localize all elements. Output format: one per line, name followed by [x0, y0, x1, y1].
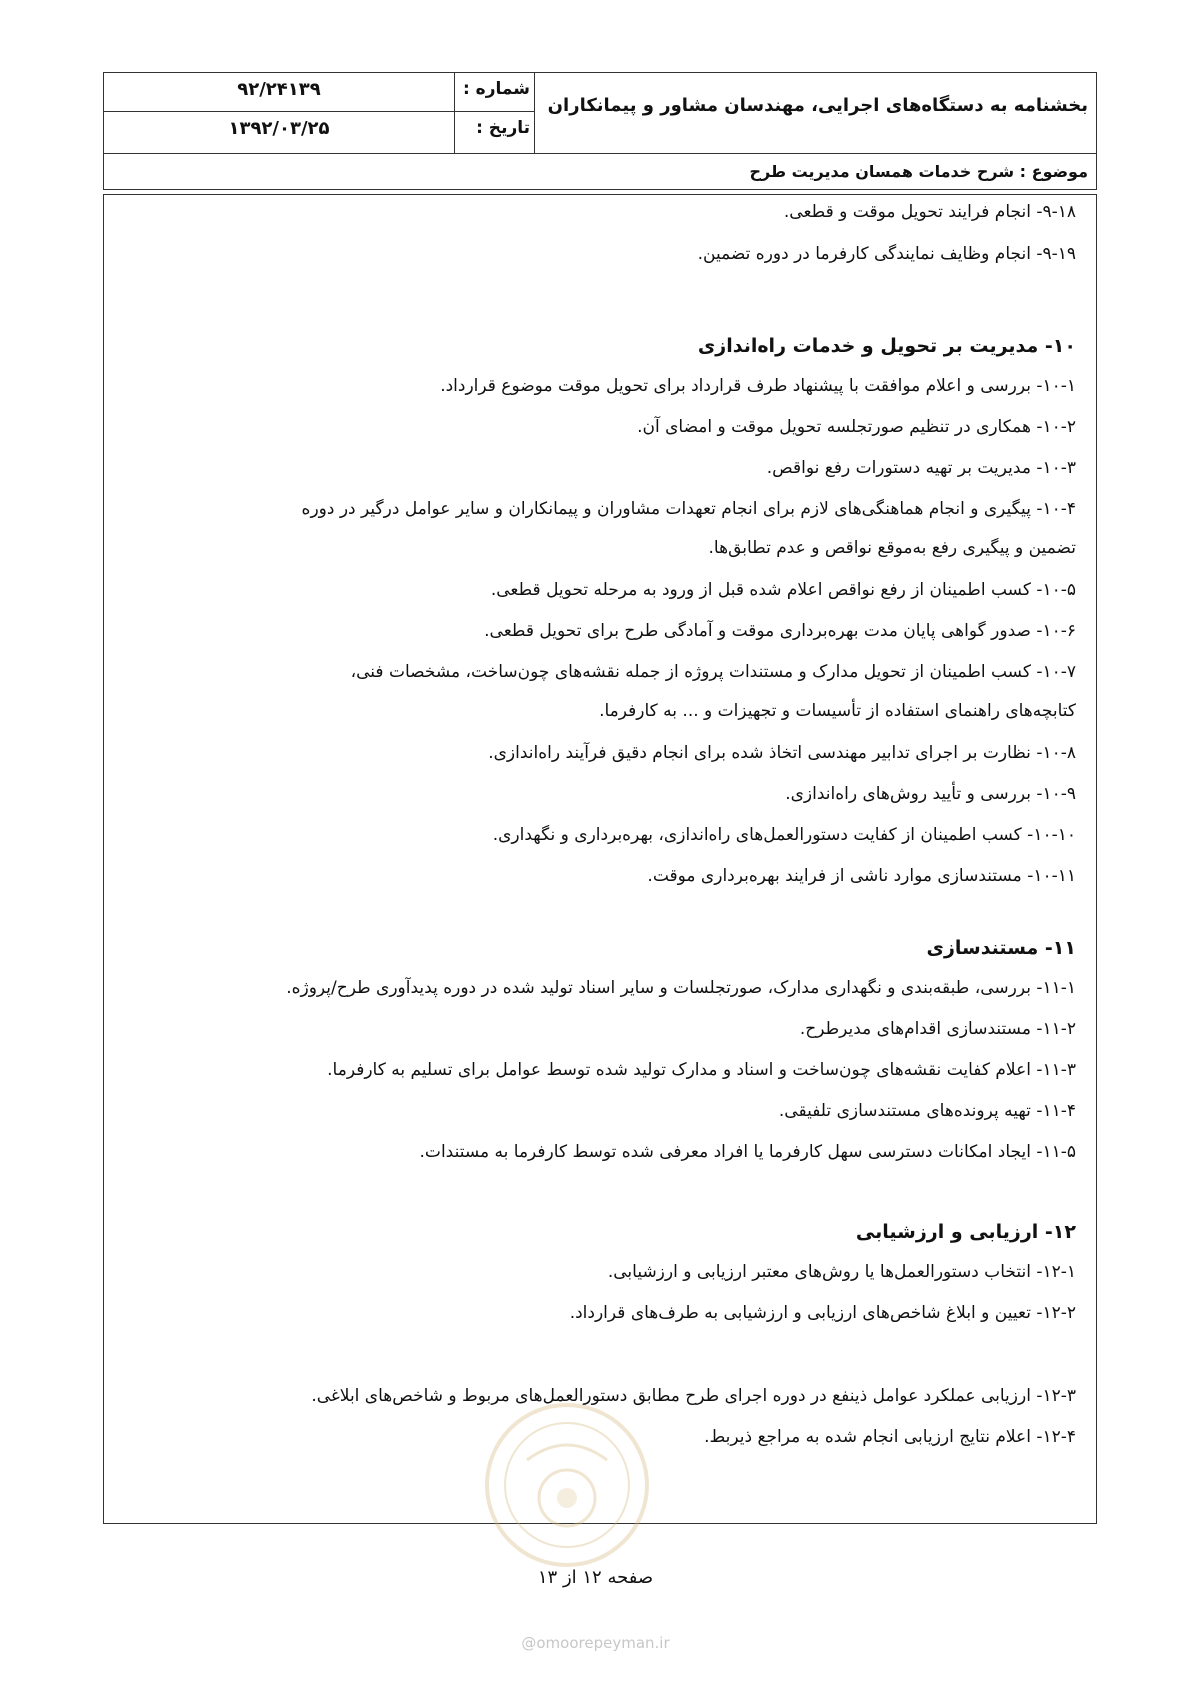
- list-item: ۱۰-۳- مدیریت بر تهیه دستورات رفع نواقص.: [766, 458, 1076, 478]
- list-item: ۱۲-۱- انتخاب دستورالعمل‌ها یا روش‌های معتبر ارزیابی و ارزشیابی.: [607, 1262, 1076, 1282]
- header-top-row: [104, 73, 1096, 154]
- section-heading: ۱۲- ارزیابی و ارزشیابی: [855, 1221, 1076, 1243]
- header-divider: [454, 73, 455, 153]
- page-number: صفحه ۱۲ از ۱۳: [537, 1567, 654, 1588]
- list-item: تضمین و پیگیری رفع به‌موقع نواقص و عدم تطابق‌ها.: [708, 538, 1076, 558]
- header-subject-row: [104, 153, 1096, 191]
- list-item: ۱۰-۷- کسب اطمینان از تحویل مدارک و مستندات پروژه از جمله نقشه‌های چون‌ساخت، مشخصات فنی،: [350, 662, 1076, 682]
- list-item: ۱۰-۸- نظارت بر اجرای تدابیر مهندسی اتخاذ شده برای انجام دقیق فرآیند راه‌اندازی.: [488, 743, 1076, 763]
- letter-header: [103, 72, 1097, 190]
- number-label: شماره :: [462, 79, 530, 99]
- list-item: کتابچه‌های راهنمای استفاده از تأسیسات و تجهیزات و ... به کارفرما.: [599, 701, 1076, 721]
- stamp-seal-icon: [482, 1400, 652, 1570]
- list-item: ۱۲-۳- ارزیابی عملکرد عوامل ذینفع در دوره اجرای طرح مطابق دستورالعمل‌های مربوط و شاخص‌های ابلاغی.: [311, 1386, 1076, 1406]
- list-item: ۱۰-۱۱- مستندسازی موارد ناشی از فرایند بهره‌برداری موقت.: [647, 866, 1076, 886]
- list-item: ۱۲-۴- اعلام نتایج ارزیابی انجام شده به مراجع ذیربط.: [704, 1427, 1076, 1447]
- list-item: ۱۱-۵- ایجاد امکانات دسترسی سهل کارفرما یا افراد معرفی شده توسط کارفرما به مستندات.: [419, 1142, 1076, 1162]
- list-item: ۹-۱۹- انجام وظایف نمایندگی کارفرما در دوره تضمین.: [697, 244, 1076, 264]
- subject-line: موضوع : شرح خدمات همسان مدیریت طرح: [749, 162, 1088, 181]
- watermark: @omoorepeyman.ir: [521, 1634, 670, 1652]
- circular-title: بخشنامه به دستگاه‌های اجرایی، مهندسان مشاور و پیمانکاران: [547, 95, 1088, 116]
- header-divider: [534, 73, 535, 153]
- number-value: ۹۲/۲۴۱۳۹: [237, 79, 321, 100]
- header-divider: [104, 111, 534, 112]
- list-item: ۱۱-۲- مستندسازی اقدام‌های مدیرطرح.: [799, 1019, 1076, 1039]
- list-item: ۱۰-۴- پیگیری و انجام هماهنگی‌های لازم برای انجام تعهدات مشاوران و پیمانکاران و سایر عوامل درگیر در دوره: [301, 499, 1076, 519]
- list-item: ۱۰-۵- کسب اطمینان از رفع نواقص اعلام شده قبل از ورود به مرحله تحویل قطعی.: [490, 580, 1076, 600]
- list-item: ۱۰-۱- بررسی و اعلام موافقت با پیشنهاد طرف قرارداد برای تحویل موقت موضوع قرارداد.: [440, 376, 1076, 396]
- list-item: ۱۱-۳- اعلام کفایت نقشه‌های چون‌ساخت و اسناد و مدارک تولید شده توسط عوامل برای تسلیم به کارفرما.: [327, 1060, 1076, 1080]
- list-item: ۱۱-۱- بررسی، طبقه‌بندی و نگهداری مدارک، صورتجلسات و سایر اسناد تولید شده در دوره پدیدآوری طرح/پروژه.: [286, 978, 1076, 998]
- list-item: ۱۰-۶- صدور گواهی پایان مدت بهره‌برداری موقت و آمادگی طرح برای تحویل قطعی.: [484, 621, 1076, 641]
- section-heading: ۱۰- مدیریت بر تحویل و خدمات راه‌اندازی: [697, 335, 1076, 357]
- list-item: ۹-۱۸- انجام فرایند تحویل موقت و قطعی.: [783, 202, 1076, 222]
- list-item: ۱۰-۲- همکاری در تنظیم صورتجلسه تحویل موقت و امضای آن.: [637, 417, 1076, 437]
- list-item: ۱۱-۴- تهیه پرونده‌های مستندسازی تلفیقی.: [778, 1101, 1076, 1121]
- date-value: ۱۳۹۲/۰۳/۲۵: [228, 118, 330, 139]
- section-heading: ۱۱- مستندسازی: [926, 937, 1076, 959]
- list-item: ۱۰-۹- بررسی و تأیید روش‌های راه‌اندازی.: [785, 784, 1076, 804]
- date-label: تاریخ :: [476, 118, 530, 138]
- list-item: ۱۰-۱۰- کسب اطمینان از کفایت دستورالعمل‌های راه‌اندازی، بهره‌برداری و نگهداری.: [492, 825, 1076, 845]
- list-item: ۱۲-۲- تعیین و ابلاغ شاخص‌های ارزیابی و ارزشیابی به طرف‌های قرارداد.: [569, 1303, 1076, 1323]
